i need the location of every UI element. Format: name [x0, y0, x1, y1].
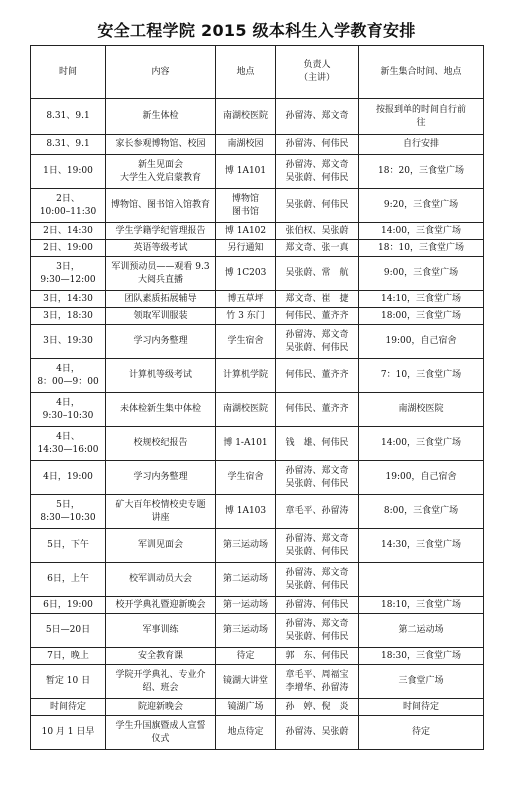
time-cell — [31, 716, 106, 750]
meeting-cell — [359, 135, 484, 155]
place-cell — [216, 614, 276, 648]
person-cell — [276, 614, 359, 648]
time-cell-line: 暂定 10 日 — [45, 676, 91, 686]
table-row — [31, 155, 484, 189]
person-cell — [276, 716, 359, 750]
place-cell — [216, 716, 276, 750]
person-cell-line: 李增华、孙留涛 — [285, 682, 349, 693]
meeting-cell-line: 三食堂广场 — [398, 676, 444, 686]
person-cell — [276, 155, 359, 189]
place-cell-line: 待定 — [236, 650, 255, 661]
time-cell-line: 1日、19:00 — [43, 166, 93, 176]
time-cell-line: 7日，晚上 — [47, 650, 89, 661]
time-cell — [31, 291, 106, 308]
time-cell-line: 10:00–11:30 — [39, 206, 97, 217]
header-person-line: 负责人 — [303, 60, 331, 70]
content-cell-line: 安全教育课 — [137, 650, 183, 661]
content-cell — [106, 99, 216, 135]
header-time — [31, 46, 106, 99]
person-cell-line: 郑文奇、崔 捷 — [285, 293, 349, 304]
time-cell — [31, 359, 106, 393]
content-cell-line: 大学生入党启蒙教育 — [119, 172, 201, 183]
meeting-cell-line: 自行安排 — [402, 139, 439, 149]
content-cell-line: 新生见面会 — [137, 159, 183, 170]
person-cell-line: 吴张蔚、何伟民 — [285, 631, 349, 642]
time-cell-line: 8:30—10:30 — [40, 512, 96, 523]
table-row — [31, 427, 484, 461]
person-cell-line: 孙留涛、郑文奇 — [285, 533, 349, 544]
content-cell-line: 校军训动员大会 — [128, 574, 192, 584]
content-cell — [106, 393, 216, 427]
content-cell — [106, 189, 216, 223]
time-cell — [31, 257, 106, 291]
table-row — [31, 99, 484, 135]
time-cell-line: 9:30–10:30 — [42, 410, 94, 421]
place-cell — [216, 461, 276, 495]
meeting-cell — [359, 614, 484, 648]
table-row — [31, 699, 484, 716]
meeting-cell — [359, 427, 484, 461]
content-cell — [106, 665, 216, 699]
meeting-cell — [359, 308, 484, 325]
meeting-cell — [359, 240, 484, 257]
place-cell — [216, 529, 276, 563]
meeting-cell-line: 14:00，三食堂广场 — [381, 438, 461, 448]
header-meeting — [359, 46, 484, 99]
time-cell — [31, 665, 106, 699]
content-cell — [106, 308, 216, 325]
place-cell — [216, 189, 276, 223]
table-row — [31, 461, 484, 495]
time-cell-line: 5日—20日 — [45, 625, 91, 635]
content-cell — [106, 529, 216, 563]
content-cell-line: 博物馆、图书馆入馆教育 — [110, 200, 210, 210]
time-cell — [31, 155, 106, 189]
time-cell-line: 14:30—16:00 — [37, 444, 99, 455]
time-cell — [31, 325, 106, 359]
meeting-cell — [359, 563, 484, 597]
meeting-cell — [359, 223, 484, 240]
table-row — [31, 716, 484, 750]
person-cell — [276, 597, 359, 614]
meeting-cell-line: 时间待定 — [402, 701, 439, 712]
person-cell-line: 孙 婷、倪 炎 — [285, 701, 349, 712]
person-cell-line: 钱 雄、何伟民 — [285, 438, 349, 448]
time-cell-line: 时间待定 — [49, 701, 86, 712]
meeting-cell — [359, 529, 484, 563]
place-cell — [216, 155, 276, 189]
place-cell-line: 第三运动场 — [222, 625, 268, 635]
place-cell — [216, 99, 276, 135]
place-cell-line: 博 1A103 — [224, 506, 267, 516]
person-cell-line: 孙留涛、郑文奇 — [285, 465, 349, 476]
time-cell — [31, 614, 106, 648]
place-cell — [216, 648, 276, 665]
meeting-cell-line: 19:00，自己宿舍 — [385, 472, 457, 482]
meeting-cell — [359, 495, 484, 529]
meeting-cell — [359, 99, 484, 135]
place-cell — [216, 563, 276, 597]
person-cell — [276, 240, 359, 257]
place-cell-line: 博五草坪 — [227, 293, 264, 304]
meeting-cell — [359, 325, 484, 359]
person-cell-line: 何伟民、董齐齐 — [285, 370, 349, 380]
person-cell — [276, 648, 359, 665]
place-cell — [216, 240, 276, 257]
person-cell-line: 孙留涛、郑文奇 — [285, 618, 349, 629]
person-cell-line: 孙留涛、郑文奇 — [285, 567, 349, 578]
time-cell-line: 2日、 — [56, 193, 80, 204]
time-cell-line: 6日，上午 — [47, 574, 89, 584]
content-cell-line: 学生学籍学纪管理报告 — [115, 225, 206, 236]
table-row — [31, 359, 484, 393]
person-cell — [276, 359, 359, 393]
table-header-row — [31, 46, 484, 99]
meeting-cell — [359, 189, 484, 223]
table-row — [31, 135, 484, 155]
meeting-cell-line: 按报到单的时间自行前 — [375, 104, 466, 115]
content-cell-line: 家长参观博物馆、校园 — [115, 139, 206, 149]
header-person — [276, 46, 359, 99]
meeting-cell — [359, 393, 484, 427]
table-row — [31, 614, 484, 648]
meeting-cell-line: 18:10，三食堂广场 — [381, 599, 461, 610]
time-cell — [31, 393, 106, 427]
place-cell-line: 第三运动场 — [222, 540, 268, 550]
time-cell-line: 4日，19:00 — [43, 472, 93, 482]
meeting-cell-line: 14:00，三食堂广场 — [381, 225, 461, 236]
schedule-table — [30, 45, 484, 750]
place-cell — [216, 597, 276, 614]
content-cell-line: 学习内务整理 — [133, 336, 188, 346]
time-cell-line: 5日，下午 — [47, 540, 89, 550]
person-cell — [276, 135, 359, 155]
person-cell — [276, 699, 359, 716]
time-cell — [31, 427, 106, 461]
time-cell-line: 4日， — [56, 397, 80, 408]
place-cell — [216, 325, 276, 359]
time-cell-line: 3日、19:30 — [43, 336, 93, 346]
content-cell-line: 军训预动员——观看 9.3 — [111, 261, 210, 272]
time-cell — [31, 99, 106, 135]
content-cell — [106, 648, 216, 665]
place-cell-line: 第一运动场 — [222, 599, 268, 610]
table-row — [31, 597, 484, 614]
table-row — [31, 325, 484, 359]
content-cell — [106, 223, 216, 240]
person-cell — [276, 325, 359, 359]
place-cell — [216, 665, 276, 699]
meeting-cell — [359, 155, 484, 189]
meeting-cell-line: 7：10，三食堂广场 — [380, 370, 462, 380]
meeting-cell — [359, 665, 484, 699]
table-row — [31, 665, 484, 699]
person-cell — [276, 529, 359, 563]
time-cell-line: 4日， — [56, 363, 80, 374]
person-cell-line: 吴张蔚、何伟民 — [285, 546, 349, 557]
place-cell-line: 另行通知 — [227, 242, 264, 253]
time-cell-line: 9:30—12:00 — [40, 274, 96, 285]
table-row — [31, 240, 484, 257]
header-person-line: （主讲） — [298, 73, 335, 83]
meeting-cell-line: 18：20，三食堂广场 — [378, 166, 464, 176]
table-row — [31, 223, 484, 240]
meeting-cell — [359, 648, 484, 665]
person-cell-line: 吴张蔚、何伟民 — [285, 478, 349, 489]
person-cell-line: 吴张蔚、何伟民 — [285, 200, 349, 210]
person-cell — [276, 99, 359, 135]
person-cell — [276, 495, 359, 529]
person-cell-line: 吴张蔚、何伟民 — [285, 342, 349, 353]
person-cell-line: 孙留涛、郑文奇 — [285, 111, 349, 121]
person-cell-line: 章毛平、孙留涛 — [285, 506, 349, 516]
content-cell-line: 军事训练 — [142, 625, 179, 635]
person-cell-line: 郑文奇、张一真 — [285, 242, 349, 253]
meeting-cell-line: 18:30，三食堂广场 — [381, 650, 461, 661]
time-cell — [31, 189, 106, 223]
table-row — [31, 257, 484, 291]
time-cell-line: 2日、14:30 — [43, 225, 93, 236]
place-cell — [216, 495, 276, 529]
content-cell — [106, 291, 216, 308]
place-cell — [216, 427, 276, 461]
content-cell — [106, 495, 216, 529]
content-cell-line: 英语等级考试 — [133, 242, 188, 253]
content-cell-line: 讲座 — [151, 512, 170, 523]
table-row — [31, 563, 484, 597]
content-cell — [106, 699, 216, 716]
meeting-cell-line: 18：10，三食堂广场 — [378, 242, 464, 253]
person-cell — [276, 393, 359, 427]
content-cell-line: 大阅兵直播 — [137, 274, 183, 285]
person-cell — [276, 665, 359, 699]
table-row — [31, 648, 484, 665]
time-cell-line: 8.31、9.1 — [46, 139, 90, 149]
meeting-cell — [359, 359, 484, 393]
header-time-line: 时间 — [58, 66, 77, 77]
meeting-cell-line: 9:20，三食堂广场 — [383, 200, 459, 210]
table-row — [31, 189, 484, 223]
time-cell — [31, 135, 106, 155]
content-cell-line: 仪式 — [151, 733, 170, 744]
person-cell — [276, 308, 359, 325]
meeting-cell-line: 19:00，自己宿舍 — [385, 336, 457, 346]
person-cell-line: 何伟民、董齐齐 — [285, 310, 349, 321]
table-row — [31, 308, 484, 325]
content-cell — [106, 135, 216, 155]
place-cell-line: 博物馆 — [231, 193, 259, 204]
time-cell-line: 3日， — [56, 261, 80, 272]
content-cell-line: 学院开学典礼、专业介 — [115, 669, 206, 680]
time-cell — [31, 529, 106, 563]
content-cell — [106, 257, 216, 291]
header-content-line: 内容 — [151, 66, 170, 77]
time-cell — [31, 648, 106, 665]
content-cell — [106, 325, 216, 359]
header-place-line: 地点 — [236, 66, 255, 77]
page-title: 安全工程学院 2015 级本科生入学教育安排 — [97, 21, 416, 40]
meeting-cell-line: 待定 — [411, 727, 430, 737]
person-cell — [276, 563, 359, 597]
time-cell — [31, 597, 106, 614]
place-cell-line: 学生宿舍 — [227, 472, 264, 482]
place-cell — [216, 308, 276, 325]
place-cell — [216, 291, 276, 308]
place-cell-line: 图书馆 — [231, 206, 259, 217]
table-row — [31, 529, 484, 563]
place-cell-line: 南湖校园 — [227, 139, 264, 149]
table-body — [31, 99, 484, 750]
table-row — [31, 393, 484, 427]
header-place — [216, 46, 276, 99]
person-cell-line: 孙留涛、郑文奇 — [285, 329, 349, 340]
place-cell-line: 博 1C203 — [224, 268, 267, 278]
content-cell-line: 校规校纪报告 — [133, 438, 188, 448]
meeting-cell — [359, 716, 484, 750]
meeting-cell-line: 14:30，三食堂广场 — [381, 540, 461, 550]
content-cell-line: 学习内务整理 — [133, 472, 188, 482]
person-cell-line: 章毛平、周福宝 — [285, 669, 349, 680]
place-cell — [216, 699, 276, 716]
content-cell — [106, 359, 216, 393]
place-cell-line: 博 1-A101 — [223, 438, 268, 448]
time-cell — [31, 240, 106, 257]
time-cell — [31, 308, 106, 325]
content-cell-line: 未体检新生集中体检 — [119, 404, 201, 414]
meeting-cell-line: 9:00，三食堂广场 — [383, 268, 459, 278]
content-cell-line: 学生升国旗暨成人宣誓 — [115, 720, 206, 731]
content-cell-line: 校开学典礼暨迎新晚会 — [115, 599, 206, 610]
person-cell — [276, 223, 359, 240]
time-cell-line: 8.31、9.1 — [46, 111, 90, 121]
place-cell-line: 地点待定 — [227, 727, 264, 737]
meeting-cell — [359, 461, 484, 495]
content-cell — [106, 614, 216, 648]
content-cell-line: 绍、班会 — [142, 682, 179, 693]
person-cell-line: 孙留涛、吴张蔚 — [285, 727, 349, 737]
table-row — [31, 495, 484, 529]
person-cell — [276, 427, 359, 461]
person-cell — [276, 461, 359, 495]
meeting-cell — [359, 257, 484, 291]
time-cell — [31, 461, 106, 495]
time-cell-line: 8：00—9：00 — [37, 376, 99, 387]
person-cell — [276, 291, 359, 308]
place-cell-line: 镜湖广场 — [227, 701, 264, 712]
content-cell — [106, 461, 216, 495]
place-cell — [216, 223, 276, 240]
place-cell-line: 第二运动场 — [222, 574, 268, 584]
person-cell — [276, 257, 359, 291]
person-cell-line: 孙留涛、何伟民 — [285, 599, 349, 610]
person-cell-line: 张伯权、吴张蔚 — [285, 225, 349, 236]
time-cell-line: 5日， — [56, 499, 80, 510]
person-cell-line: 孙留涛、郑文奇 — [285, 159, 349, 170]
content-cell — [106, 597, 216, 614]
meeting-cell-line: 南湖校医院 — [398, 404, 444, 414]
place-cell — [216, 359, 276, 393]
time-cell-line: 3日，18:30 — [43, 310, 93, 321]
place-cell — [216, 135, 276, 155]
content-cell-line: 计算机等级考试 — [128, 370, 192, 380]
content-cell-line: 团队素质拓展辅导 — [124, 293, 197, 304]
place-cell-line: 学生宿舍 — [227, 336, 264, 346]
meeting-cell — [359, 699, 484, 716]
time-cell — [31, 495, 106, 529]
person-cell-line: 孙留涛、何伟民 — [285, 139, 349, 149]
place-cell — [216, 393, 276, 427]
place-cell — [216, 257, 276, 291]
time-cell — [31, 699, 106, 716]
content-cell — [106, 427, 216, 461]
person-cell-line: 吴张蔚、常 航 — [285, 268, 349, 278]
person-cell-line: 郭 东、何伟民 — [285, 650, 349, 661]
header-content — [106, 46, 216, 99]
meeting-cell — [359, 291, 484, 308]
meeting-cell-line: 18:00，三食堂广场 — [381, 310, 461, 321]
place-cell-line: 南湖校医院 — [222, 404, 268, 414]
place-cell-line: 博 1A101 — [224, 166, 267, 176]
content-cell — [106, 240, 216, 257]
person-cell-line: 何伟民、董齐齐 — [285, 404, 349, 414]
time-cell-line: 6日，19:00 — [43, 599, 93, 610]
header-meeting-line: 新生集合时间、地点 — [380, 66, 462, 77]
meeting-cell-line: 14:10，三食堂广场 — [381, 293, 461, 304]
place-cell-line: 镜湖大讲堂 — [222, 676, 268, 686]
content-cell-line: 矿大百年校情校史专题 — [115, 499, 206, 510]
meeting-cell-line: 第二运动场 — [398, 625, 444, 635]
place-cell-line: 竹 3 东门 — [226, 310, 265, 321]
meeting-cell-line: 往 — [416, 117, 426, 128]
content-cell-line: 军训见面会 — [137, 540, 183, 550]
content-cell — [106, 155, 216, 189]
meeting-cell-line: 8:00，三食堂广场 — [383, 506, 459, 516]
person-cell-line: 吴张蔚、何伟民 — [285, 172, 349, 183]
content-cell-line: 院迎新晚会 — [137, 701, 183, 712]
content-cell-line: 领取军训服装 — [133, 310, 188, 321]
time-cell-line: 4日、 — [56, 431, 80, 442]
content-cell-line: 新生体检 — [142, 111, 179, 121]
time-cell-line: 3日，14:30 — [43, 293, 93, 304]
person-cell-line: 吴张蔚、何伟民 — [285, 580, 349, 591]
person-cell — [276, 189, 359, 223]
meeting-cell — [359, 597, 484, 614]
content-cell — [106, 563, 216, 597]
place-cell-line: 计算机学院 — [222, 370, 268, 380]
place-cell-line: 南湖校医院 — [222, 111, 268, 121]
table-row — [31, 291, 484, 308]
time-cell-line: 10 月 1 日早 — [41, 727, 95, 737]
time-cell — [31, 563, 106, 597]
time-cell — [31, 223, 106, 240]
content-cell — [106, 716, 216, 750]
time-cell-line: 2日、19:00 — [43, 242, 93, 253]
place-cell-line: 博 1A102 — [224, 225, 267, 236]
